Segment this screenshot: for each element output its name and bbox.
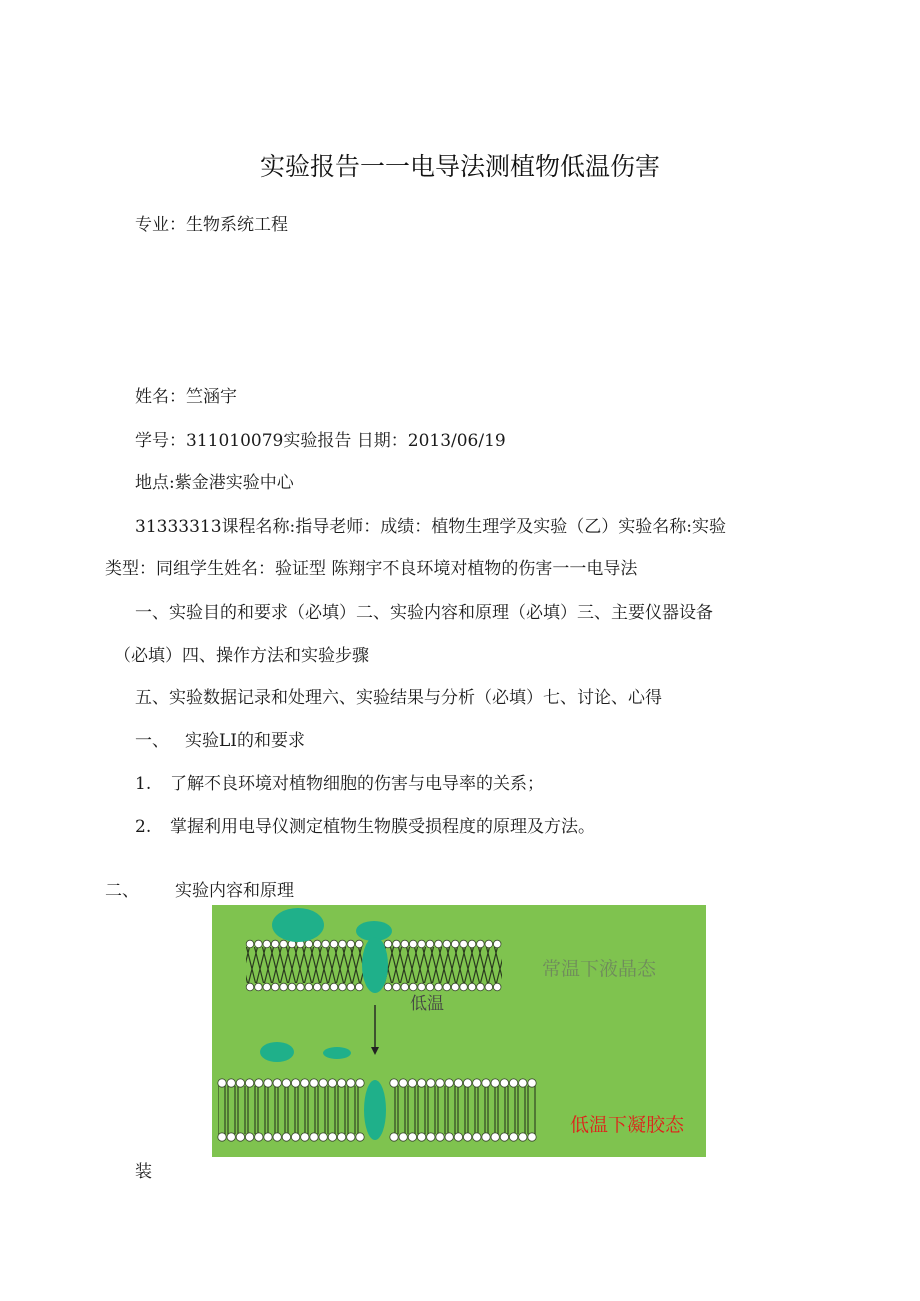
lipid-head	[493, 983, 501, 991]
lipid-head	[485, 940, 493, 948]
lipid-head	[301, 1079, 309, 1087]
lipid-head	[271, 983, 279, 991]
lipid-head	[436, 1133, 444, 1141]
lipid-head	[384, 983, 392, 991]
lipid-head	[263, 940, 271, 948]
lipid-head	[322, 983, 330, 991]
lipid-head	[339, 940, 347, 948]
heading-1-text: 实验LI的和要求	[185, 731, 306, 751]
lipid-head	[445, 1079, 453, 1087]
lipid-head	[218, 1133, 226, 1141]
lipid-head	[417, 1079, 425, 1087]
heading-2-number: 二、	[105, 881, 139, 901]
course-line-2: 类型：同组学生姓名：验证型 陈翔宇不良环境对植物的伤害一一电导法	[105, 559, 638, 579]
lipid-head	[313, 983, 321, 991]
lipid-head	[435, 940, 443, 948]
lipid-head	[255, 1079, 263, 1087]
list-item-1-text: 了解不良环境对植物细胞的伤害与电导率的关系；	[170, 774, 544, 794]
fluid-membrane-tails-left	[246, 947, 364, 983]
heading-1-number: 一、	[135, 731, 169, 751]
trailing-text: 装	[135, 1162, 152, 1182]
lipid-head	[519, 1079, 527, 1087]
lipid-head	[218, 1079, 226, 1087]
lipid-head	[310, 1133, 318, 1141]
cooling-arrow-head	[371, 1047, 379, 1055]
lipid-head	[227, 1133, 235, 1141]
lipid-head	[451, 983, 459, 991]
lipid-head	[236, 1079, 244, 1087]
lipid-head	[227, 1079, 235, 1087]
lipid-head	[408, 1079, 416, 1087]
lipid-head	[305, 983, 313, 991]
lipid-head	[473, 1079, 481, 1087]
lipid-head	[264, 1079, 272, 1087]
lipid-head	[319, 1079, 327, 1087]
lipid-head	[337, 1133, 345, 1141]
lipid-head	[291, 1133, 299, 1141]
lipid-head	[408, 1133, 416, 1141]
lipid-head	[451, 940, 459, 948]
lipid-head	[245, 1133, 253, 1141]
lipid-head	[356, 1133, 364, 1141]
lipid-head	[347, 940, 355, 948]
lipid-head	[282, 1133, 290, 1141]
lipid-head	[347, 983, 355, 991]
lipid-head	[409, 983, 417, 991]
lipid-head	[255, 1133, 263, 1141]
peripheral-protein-large	[272, 908, 324, 942]
lipid-head	[477, 940, 485, 948]
lipid-head	[273, 1079, 281, 1087]
lipid-head	[468, 983, 476, 991]
lipid-head	[491, 1133, 499, 1141]
lipid-head	[390, 1079, 398, 1087]
course-line-1: 31333313课程名称:指导老师：成绩：植物生理学及实验（乙）实验名称:实验	[135, 517, 726, 537]
detached-protein-1	[260, 1042, 294, 1062]
lipid-head	[282, 1079, 290, 1087]
lipid-head	[319, 1133, 327, 1141]
lipid-head	[477, 983, 485, 991]
lipid-head	[528, 1079, 536, 1087]
lipid-head	[519, 1133, 527, 1141]
integral-protein-fluid	[362, 937, 388, 993]
lipid-head	[468, 940, 476, 948]
detached-protein-2	[323, 1047, 351, 1059]
lipid-head	[443, 940, 451, 948]
lipid-head	[355, 940, 363, 948]
list-item-2-number: 2.	[135, 817, 152, 837]
lipid-head	[347, 1079, 355, 1087]
lipid-head	[297, 983, 305, 991]
membrane-diagram	[212, 905, 706, 1157]
lipid-head	[399, 1079, 407, 1087]
list-item-2-text: 掌握利用电导仪测定植物生物膜受损程度的原理及方法。	[170, 817, 595, 837]
lipid-head	[500, 1133, 508, 1141]
lipid-head	[435, 983, 443, 991]
lipid-head	[460, 983, 468, 991]
lipid-head	[339, 983, 347, 991]
lipid-head	[409, 940, 417, 948]
document-title: 实验报告一一电导法测植物低温伤害	[259, 152, 660, 181]
lipid-head	[418, 940, 426, 948]
lipid-head	[485, 983, 493, 991]
lipid-head	[246, 983, 254, 991]
lipid-head	[427, 1079, 435, 1087]
list-item-1-number: 1.	[135, 774, 152, 794]
gel-membrane-tails-left	[218, 1086, 364, 1134]
lipid-head	[322, 940, 330, 948]
lipid-head	[328, 1079, 336, 1087]
lipid-head	[301, 1133, 309, 1141]
lipid-head	[273, 1133, 281, 1141]
lipid-head	[463, 1133, 471, 1141]
lipid-head	[347, 1133, 355, 1141]
lipid-head	[337, 1079, 345, 1087]
lipid-head	[417, 1133, 425, 1141]
lipid-head	[473, 1133, 481, 1141]
lipid-head	[445, 1133, 453, 1141]
lipid-head	[454, 1079, 462, 1087]
lipid-head	[493, 940, 501, 948]
lipid-head	[310, 1079, 318, 1087]
name-line: 姓名：竺涵宇	[135, 387, 237, 407]
heading-2-text: 实验内容和原理	[175, 881, 294, 901]
lipid-head	[393, 983, 401, 991]
lipid-head	[460, 940, 468, 948]
lipid-head	[436, 1079, 444, 1087]
lipid-head	[482, 1133, 490, 1141]
lipid-head	[255, 940, 263, 948]
lipid-head	[500, 1079, 508, 1087]
lipid-head	[401, 940, 409, 948]
major-line: 专业：生物系统工程	[135, 215, 288, 235]
sections-line-2: （必填）四、操作方法和实验步骤	[114, 646, 369, 666]
lipid-head	[264, 1133, 272, 1141]
lipid-head	[291, 1079, 299, 1087]
lipid-head	[330, 983, 338, 991]
gel-membrane-tails-right	[390, 1086, 536, 1134]
lipid-head	[509, 1133, 517, 1141]
lipid-head	[355, 983, 363, 991]
lipid-head	[305, 940, 313, 948]
lipid-head	[427, 1133, 435, 1141]
lipid-head	[271, 940, 279, 948]
lipid-head	[426, 983, 434, 991]
lipid-head	[330, 940, 338, 948]
integral-protein-gel	[364, 1080, 386, 1140]
lipid-head	[280, 940, 288, 948]
lipid-head	[399, 1133, 407, 1141]
fluid-membrane-tails-right	[384, 947, 502, 983]
lipid-head	[288, 983, 296, 991]
lipid-head	[390, 1133, 398, 1141]
lipid-head	[356, 1079, 364, 1087]
label-cold: 低温	[410, 994, 444, 1014]
location-line: 地点:紫金港实验中心	[135, 473, 294, 493]
lipid-head	[393, 940, 401, 948]
lipid-head	[463, 1079, 471, 1087]
lipid-head	[255, 983, 263, 991]
lipid-head	[236, 1133, 244, 1141]
lipid-head	[313, 940, 321, 948]
lipid-head	[443, 983, 451, 991]
lipid-head	[528, 1133, 536, 1141]
student-info-line: 学号：311010079实验报告 日期：2013/06/19	[135, 431, 506, 451]
lipid-head	[482, 1079, 490, 1087]
lipid-head	[509, 1079, 517, 1087]
lipid-head	[246, 940, 254, 948]
lipid-head	[401, 983, 409, 991]
lipid-head	[263, 983, 271, 991]
lipid-head	[328, 1133, 336, 1141]
lipid-head	[426, 940, 434, 948]
sections-line-1: 一、实验目的和要求（必填）二、实验内容和原理（必填）三、主要仪器设备	[135, 603, 713, 623]
lipid-head	[491, 1079, 499, 1087]
sections-line-3: 五、实验数据记录和处理六、实验结果与分析（必填）七、讨论、心得	[135, 688, 662, 708]
lipid-head	[280, 983, 288, 991]
membrane-phase-figure	[212, 905, 706, 1157]
lipid-head	[418, 983, 426, 991]
lipid-head	[454, 1133, 462, 1141]
label-fluid-phase: 常温下液晶态	[542, 958, 657, 980]
lipid-head	[384, 940, 392, 948]
lipid-head	[245, 1079, 253, 1087]
label-gel-phase: 低温下凝胶态	[570, 1114, 685, 1136]
